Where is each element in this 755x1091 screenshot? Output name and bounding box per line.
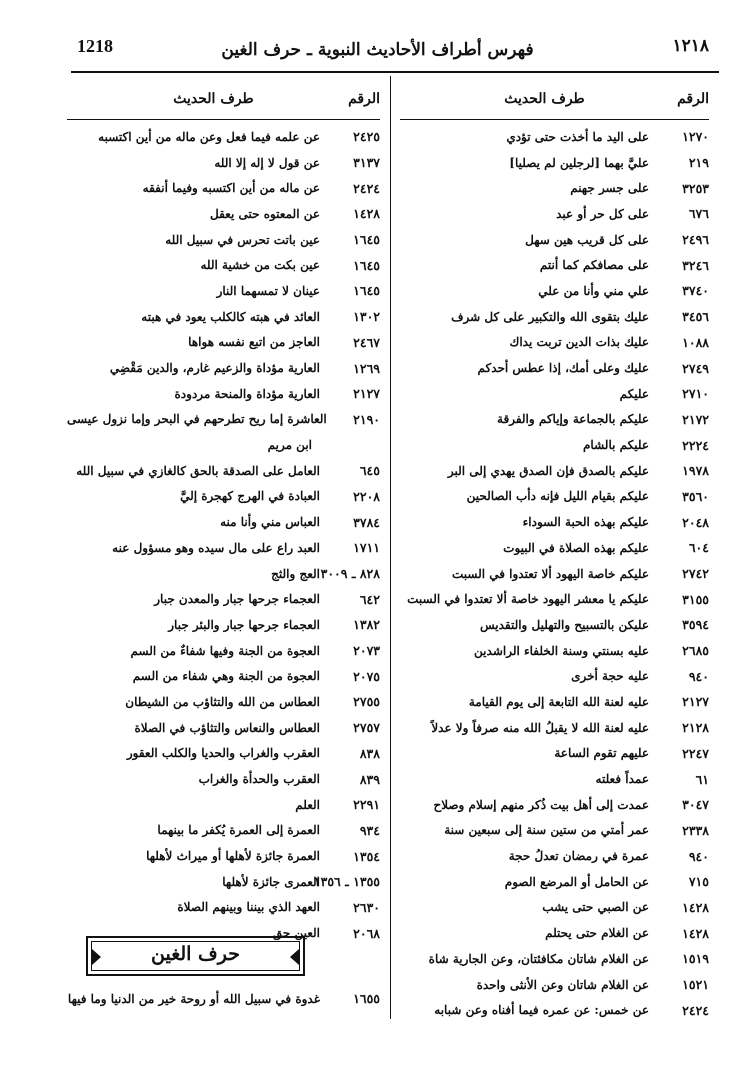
hadith-text: العمرة جائزة لأهلها أو ميراث لأهلها [146,849,320,864]
hadith-number: ٢١٩ [688,155,709,171]
index-entry [67,304,380,330]
hadith-number: ٣٧٨٤ [353,514,380,530]
index-entry [400,561,709,587]
index-entry [400,586,709,612]
index-entry [400,843,709,869]
index-entry [400,766,709,792]
hadith-number: ٦٤٥ [359,463,380,479]
header-number-label: الرقم [348,91,380,107]
index-entry [400,818,709,844]
hadith-number: ٣٢٤٦ [682,257,709,273]
hadith-number: ٦٧٦ [688,206,709,222]
index-entry [400,920,709,946]
index-entry [67,355,380,381]
hadith-number: ٩٤٠ [688,668,709,684]
hadith-number: ٣٧٤٠ [682,283,709,299]
hadith-number: ٢١٧٢ [682,411,709,427]
index-entry [67,818,380,844]
hadith-text: عليه بسنتي وسنة الخلفاء الراشدين [474,643,649,658]
index-list [400,124,709,1023]
hadith-number: ٨٣٩ [359,771,380,787]
hadith-text: العائد في هبته كالكلب يعود في هبته [141,309,320,324]
index-entry [67,843,380,869]
index-entry [400,895,709,921]
hadith-number: ١٦٤٥ [353,257,380,273]
hadith-number: ٢١٩٠ [353,411,380,427]
hadith-text: العارية مؤداة والزعيم غارم، والدين مَقْضِي [109,361,320,376]
index-entry [400,689,709,715]
hadith-text: عن علمه فيما فعل وعن ماله من أين اكتسبه [98,129,320,144]
column-header [67,85,380,113]
right-column [400,85,709,1023]
hadith-text: عن المعتوه حتى يعقل [210,206,320,221]
hadith-text: عن الحامل أو المرضع الصوم [504,874,649,889]
header-underline [400,119,709,120]
hadith-text: العطاس من الله والتثاؤب من الشيطان [125,694,320,709]
index-entry [400,150,709,176]
index-entry [67,381,380,407]
hadith-text: العجماء جرحها جبار والمعدن جبار [154,592,320,607]
index-entry [400,201,709,227]
hadith-number: ٢٢٠٨ [353,488,380,504]
hadith-text: العين حق [272,926,320,941]
hadith-text: العقرب والغراب والحديا والكلب العقور [126,746,320,761]
hadith-text: على اليد ما أخذت حتى تؤدي [506,129,649,144]
hadith-number: ٢١٢٨ [682,720,709,736]
hadith-text: العجوة من الجنة وفيها شفاءٌ من السم [130,643,320,658]
hadith-number: ٢٢٤٧ [682,745,709,761]
hadith-text: عينان لا تمسهما النار [216,283,320,298]
hadith-text: عليكم [619,386,649,401]
index-entry [400,381,709,407]
hadith-text: العباس مني وأنا منه [220,515,320,530]
index-entry [67,484,380,510]
hadith-text: العقرب والحدأة والغراب [198,772,320,787]
hadith-text: عليكم بالصدق فإن الصدق يهدي إلى البر [447,463,649,478]
hadith-number: ٢٦٨٥ [682,643,709,659]
hadith-number: ٣٥٩٤ [682,617,709,633]
header-underline [67,119,380,120]
page-number-arabic: ١٢١٨ [672,36,709,56]
hadith-number: ٢٠٧٣ [353,643,380,659]
hadith-text: العمرة إلى العمرة يُكفر ما بينهما [157,823,320,838]
hadith-text: عن الغلام شاتان مكافئتان، وعن الجارية شاة [428,951,649,966]
index-entry [67,330,380,356]
hadith-number: ١٣٥٤ [353,848,380,864]
hadith-number: ١٢٦٩ [353,360,380,376]
hadith-text: عليكم بهذه الحبة السوداء [522,515,649,530]
hadith-text: عليكم يا معشر اليهود خاصة ألا تعتدوا في السبت [407,592,649,607]
index-entry [67,638,380,664]
hadith-text: عليه لعنة الله لا يقبلُ الله منه صرفاً ولا عدلاً [431,720,649,735]
index-entry [67,535,380,561]
hadith-number: ٩٤٠ [688,848,709,864]
index-entry [400,715,709,741]
index-entry [400,304,709,330]
index-entry [400,997,709,1023]
hadith-number: ٧١٥ [688,874,709,890]
index-entry [400,946,709,972]
hadith-number: ٣٢٥٣ [682,180,709,196]
hadith-text: العمرى جائزة لأهلها [222,874,320,889]
hadith-number: ١٦٤٥ [353,232,380,248]
index-entry [67,150,380,176]
hadith-text: عين بكت من خشية الله [200,258,320,273]
hadith-text: عليكم بهذه الصلاة في البيوت [503,540,649,555]
hadith-text: عليك بتقوى الله والتكبير على كل شرف [451,309,649,324]
hadith-text: عليكن بالتسبيح والتهليل والتقديس [479,617,649,632]
index-entry [67,715,380,741]
index-entry [67,766,380,792]
index-entry [400,509,709,535]
hadith-number: ١٦٥٥ [353,991,380,1007]
hadith-text: غدوة في سبيل الله أو روحة خير من الدنيا وما فيها [67,991,320,1006]
hadith-text: عليَّ بهما [لرجلين لم يصليا] [509,155,649,170]
hadith-number: ٩٣٤ [359,822,380,838]
index-entry [400,458,709,484]
hadith-text: ابن مريم [267,438,312,453]
hadith-text: على كل قريب هين سهل [525,232,649,247]
hadith-number: ١٥٢١ [682,977,709,993]
index-entry [400,252,709,278]
hadith-number: ٦١ [695,771,709,787]
index-entry [67,407,380,433]
page-number-latin: 1218 [77,36,113,56]
index-entry [67,561,380,587]
hadith-text: عن ماله من أين اكتسبه وفيما أنفقه [142,181,320,196]
hadith-number: ١٦٤٥ [353,283,380,299]
hadith-number: ٨٣٨ [359,745,380,761]
hadith-number: ٦٠٤ [688,540,709,556]
hadith-text: عليكم بالجماعة وإياكم والفرقة [497,412,649,427]
hadith-number: ٢١٢٧ [353,386,380,402]
hadith-number: ٢٠٦٨ [353,925,380,941]
hadith-number: ٣٥٦٠ [682,488,709,504]
index-entry [400,227,709,253]
hadith-text: العارية مؤداة والمنحة مردودة [174,386,320,401]
hadith-number: ١٣٥٥ ـ ١٣٥٦ [313,874,380,890]
hadith-text: على جسر جهنم [570,181,649,196]
hadith-text: العبد راع على مال سيده وهو مسؤول عنه [112,540,320,555]
hadith-text: عليكم بقيام الليل فإنه دأب الصالحين [466,489,649,504]
hadith-number: ٣١٥٥ [682,591,709,607]
hadith-number: ٦٤٢ [359,591,380,607]
index-entry [67,432,380,458]
hadith-text: العهد الذي بيننا وبينهم الصلاة [177,900,320,915]
hadith-text: عن قول لا إله إلا الله [214,155,320,170]
header-hadith-label: طرف الحديث [173,91,254,107]
hadith-number: ٢٤٦٧ [353,334,380,350]
hadith-text: العامل على الصدقة بالحق كالغازي في سبيل الله [76,463,320,478]
hadith-number: ٢٢٩١ [353,797,380,813]
index-entry [400,972,709,998]
hadith-text: العاشرة إما ريح تطرحهم في البحر وإما نزول عيسى [67,412,327,427]
hadith-text: علي مني وأنا من علي [538,283,649,298]
hadith-number: ١٤٢٨ [682,899,709,915]
hadith-text: على مصافكم كما أنتم [539,258,649,273]
hadith-number: ٢٤٢٤ [353,180,380,196]
hadith-number: ١٤٢٨ [353,206,380,222]
hadith-number: ٢٤٢٤ [682,1002,709,1018]
hadith-number: ٢٣٣٨ [682,822,709,838]
hadith-text: العاجز من اتبع نفسه هواها [188,335,320,350]
hadith-number: ٢٢٢٤ [682,437,709,453]
index-list [67,124,380,946]
hadith-number: ١٩٧٨ [682,463,709,479]
column-divider [390,76,391,1019]
hadith-text: العبادة في الهرج كهجرة إليَّ [180,489,320,504]
index-entry [400,869,709,895]
index-entry [67,663,380,689]
index-entry [400,741,709,767]
index-entry [67,612,380,638]
hadith-text: على كل حر أو عبد [556,206,649,221]
hadith-number: ١٧١١ [353,540,380,556]
hadith-number: ٣٤٥٦ [682,309,709,325]
index-entry [400,792,709,818]
index-entry [67,792,380,818]
hadith-text: عن الصبي حتى يشب [542,900,649,915]
hadith-text: العلم [295,797,320,812]
index-entry [400,175,709,201]
hadith-text: العج والثج [271,566,320,581]
index-entry [400,330,709,356]
hadith-number: ٢٧٤٢ [682,566,709,582]
index-entry [67,175,380,201]
section-heading-box [86,936,305,976]
header-hadith-label: طرف الحديث [504,91,585,107]
hadith-number: ٢٠٤٨ [682,514,709,530]
hadith-text: عليه حجة أخرى [571,669,649,684]
hadith-number: ٢٦٣٠ [353,899,380,915]
hadith-text: عن الغلام شاتان وعن الأنثى واحدة [476,977,649,992]
index-entry [67,741,380,767]
hadith-number: ٢٧١٠ [682,386,709,402]
hadith-text: عليهم تقوم الساعة [554,746,649,761]
hadith-number: ٢٠٧٥ [353,668,380,684]
index-entry [400,484,709,510]
section-heading: حرف الغين [151,943,240,965]
hadith-text: عليكم بالشام [583,438,649,453]
hadith-text: عليكم خاصة اليهود ألا تعتدوا في السبت [451,566,649,581]
hadith-number: ١٣٠٢ [353,309,380,325]
hadith-text: عمر أمتي من ستين سنة إلى سبعين سنة [444,823,649,838]
index-entry [400,535,709,561]
hadith-text: عمداً فعلته [595,772,649,787]
hadith-text: العجوة من الجنة وهي شفاء من السم [132,669,320,684]
hadith-text: العجماء جرحها جبار والبئر جبار [168,617,320,632]
index-entry [400,663,709,689]
hadith-number: ٣١٣٧ [353,155,380,171]
index-entry [67,201,380,227]
index-entry [67,509,380,535]
index-entry [400,612,709,638]
column-header [400,85,709,113]
index-entry [67,252,380,278]
index-entry [400,278,709,304]
index-entry [67,869,380,895]
hadith-number: ١٠٨٨ [682,334,709,350]
hadith-number: ٢٤٢٥ [353,129,380,145]
hadith-number: ٨٢٨ ـ ٣٠٠٩ [320,566,380,582]
hadith-number: ٢١٢٧ [682,694,709,710]
index-entry [67,458,380,484]
hadith-text: عن خمس: عن عمره فيما أفناه وعن شبابه [434,1003,649,1018]
header-rule [71,71,719,73]
hadith-text: عين باتت تحرس في سبيل الله [165,232,320,247]
index-entry [67,278,380,304]
hadith-number: ٢٧٥٧ [353,720,380,736]
index-entry [67,586,380,612]
hadith-text: عن الغلام حتى يحتلم [545,926,649,941]
hadith-number: ٢٤٩٦ [682,232,709,248]
hadith-number: ٢٧٤٩ [682,360,709,376]
index-entry [67,689,380,715]
index-entry [67,895,380,921]
hadith-text: عليه لعنة الله التابعة إلى يوم القيامة [468,694,649,709]
hadith-text: عليك بذات الدين تربت يداك [509,335,649,350]
index-entry [400,638,709,664]
hadith-number: ٣٠٤٧ [682,797,709,813]
index-entry [400,124,709,150]
hadith-number: ١٥١٩ [682,951,709,967]
hadith-number: ١٢٧٠ [682,129,709,145]
index-entry [67,986,380,1012]
index-entry [67,124,380,150]
index-entry [400,407,709,433]
index-list-after-heading [67,986,380,1012]
page-title: فهرس أطراف الأحاديث النبوية ـ حرف الغين [221,40,534,60]
hadith-text: عمرة في رمضان تعدلُ حجة [508,849,649,864]
header-number-label: الرقم [677,91,709,107]
hadith-text: العطاس والنعاس والتثاؤب في الصلاة [134,720,320,735]
index-entry [400,432,709,458]
left-column [67,85,380,946]
hadith-number: ٢٧٥٥ [353,694,380,710]
hadith-number: ١٣٨٢ [353,617,380,633]
index-entry [67,227,380,253]
hadith-text: عمدت إلى أهل بيت ذُكر منهم إسلام وصلاح [433,797,649,812]
hadith-number: ١٤٢٨ [682,925,709,941]
index-entry [400,355,709,381]
hadith-text: عليك وعلى أمك، إذا عطس أحدكم [477,361,649,376]
